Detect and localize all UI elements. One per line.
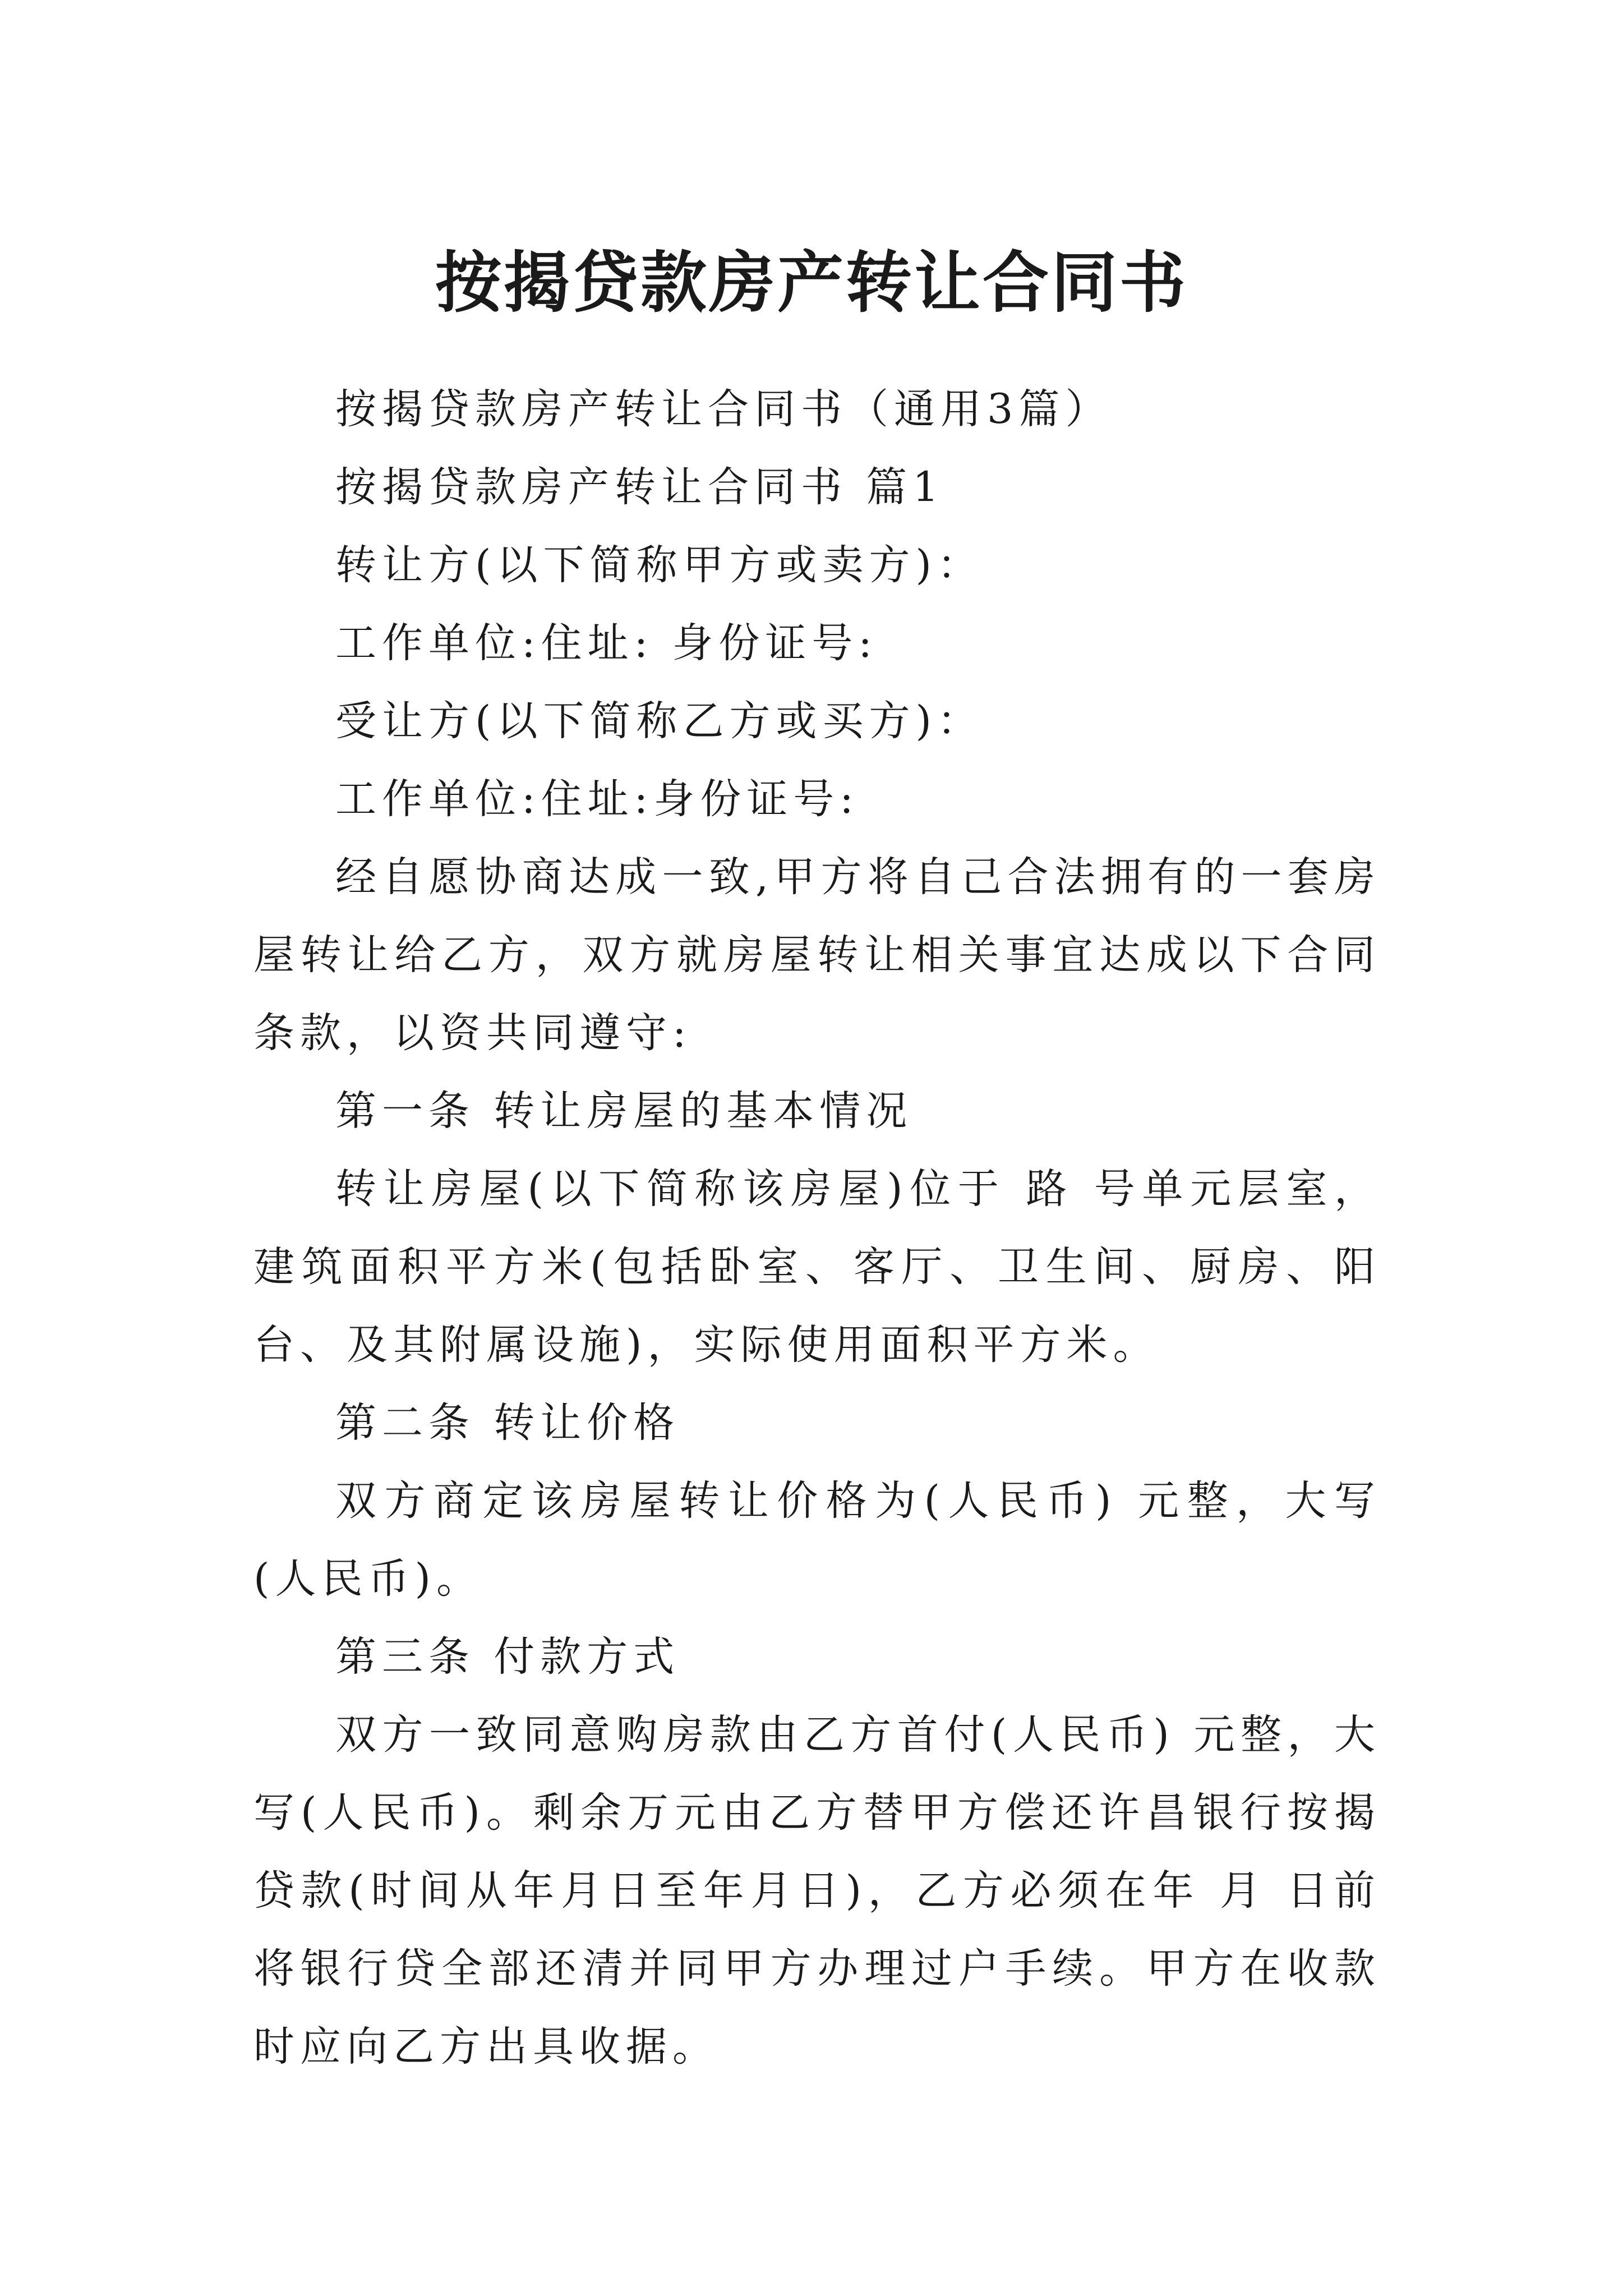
paragraph-article-1-heading: 第一条 转让房屋的基本情况 xyxy=(335,1087,913,1135)
paragraph-article-2-heading: 第二条 转让价格 xyxy=(335,1399,680,1447)
paragraph-transferor: 转让方(以下简称甲方或卖方)： xyxy=(335,541,984,589)
paragraph-transferee-details: 工作单位:住址:身份证号: xyxy=(335,775,859,823)
paragraph-article-3-heading: 第三条 付款方式 xyxy=(335,1633,680,1681)
paragraph-transferee: 受让方(以下简称乙方或买方)： xyxy=(335,697,984,745)
paragraph-article-3-body: 双方一致同意购房款由乙方首付(人民币) 元整，大写(人民币)。剩余万元由乙方替甲方偿还许昌银行按揭贷款(时间从年月日至年月日)，乙方必须在年 月 日前将银行贷全部还清并同甲方办理过户手续。甲方在收款时应向乙方出具收据。 xyxy=(253,1711,1381,2070)
document-title: 按揭贷款房产转让合同书 xyxy=(435,243,1188,322)
paragraph-transferor-details: 工作单位:住址: 身份证号: xyxy=(335,619,878,667)
document-body xyxy=(253,370,1381,2086)
paragraph-article-1-body: 转让房屋(以下简称该房屋)位于 路 号单元层室，建筑面积平方米(包括卧室、客厅、卫生间、厨房、阳台、及其附属设施)，实际使用面积平方米。 xyxy=(253,1165,1381,1369)
paragraph-subtitle: 按揭贷款房产转让合同书（通用3篇） xyxy=(335,385,1112,433)
paragraph-article-2-body: 双方商定该房屋转让价格为(人民币) 元整，大写(人民币)。 xyxy=(253,1477,1381,1603)
paragraph-preamble: 经自愿协商达成一致,甲方将自己合法拥有的一套房屋转让给乙方，双方就房屋转让相关事宜达成以下合同条款，以资共同遵守: xyxy=(253,853,1381,1057)
paragraph-section-heading: 按揭贷款房产转让合同书 篇1 xyxy=(335,463,944,511)
